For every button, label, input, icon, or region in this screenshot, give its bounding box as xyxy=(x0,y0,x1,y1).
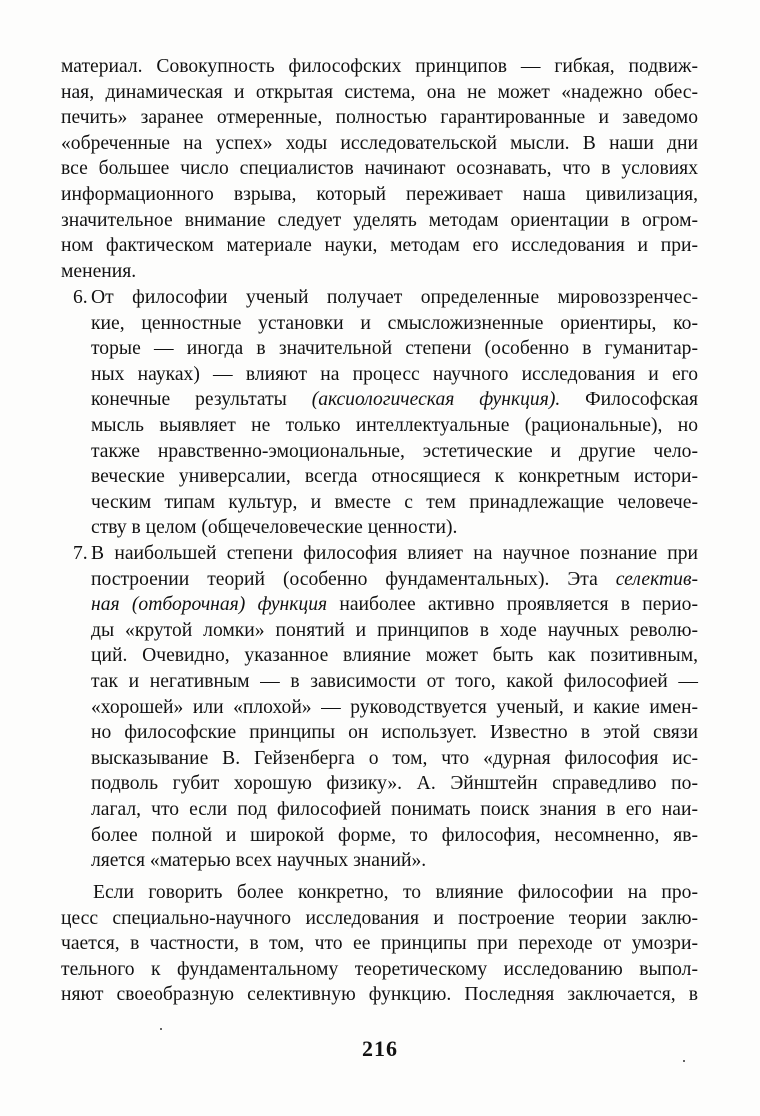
text-line: ном фактическом материале науки, методам его исследования и при- xyxy=(61,235,698,257)
text-line: торые — иногда в значительной степени (особенно в гуманитар- xyxy=(91,338,698,360)
text-line: более полной и широкой форме, то философия, несомненно, яв- xyxy=(91,824,698,846)
text-line: няют своеобразную селективную функцию. Последняя заключается, в xyxy=(61,984,698,1006)
text-line: ляется «матерью всех научных знаний». xyxy=(91,850,427,872)
text-line: печить» заранее отмеренные, полностью гарантированные и заведомо xyxy=(61,107,698,129)
text-line: высказывание В. Гейзенберга о том, что «дурная философия ис- xyxy=(91,747,698,769)
text-line: «хорошей» или «плохой» — руководствуется ученый, и какие имен- xyxy=(91,696,698,718)
text-line: материал. Совокупность философских принципов — гибкая, подвиж- xyxy=(61,56,698,77)
top-paragraph xyxy=(61,54,698,284)
text-run: наиболее активно проявляется в перио- xyxy=(327,594,698,616)
text-line: ческим типам культур, и вместе с тем принадлежащие человече- xyxy=(91,491,698,513)
text-line: ная, динамическая и открытая система, она не может «надежно обес- xyxy=(61,81,698,103)
text-line xyxy=(91,592,698,618)
text-run: построении теорий (особенно фундаментальных). Эта xyxy=(91,568,616,590)
text-line: кие, ценностные установки и смысложизненные ориентиры, ко- xyxy=(91,312,698,334)
text-line: Если говорить более конкретно, то влияние философии на про- xyxy=(93,882,698,903)
text-line: подволь губит хорошую физику». А. Эйнштейн справедливо по- xyxy=(91,773,698,795)
text-line: тельного к фундаментальному теоретическому исследованию выпол- xyxy=(61,958,698,980)
list-item-number: 7. xyxy=(73,543,88,564)
text-line: ций. Очевидно, указанное влияние может быть как позитивным, xyxy=(91,645,698,667)
text-line: но философские принципы он использует. Известно в этой связи xyxy=(91,722,698,744)
text-line: цесс специально-научного исследования и построение теории заклю- xyxy=(61,907,698,929)
text-line: все большее число специалистов начинают осознавать, что в условиях xyxy=(61,158,698,180)
list-item-7 xyxy=(61,541,698,874)
final-paragraph xyxy=(61,880,698,1008)
italic-term: селектив- xyxy=(615,568,698,590)
text-line: мысль выявляет не только интеллектуальные (рациональные), но xyxy=(91,414,698,436)
text-line: менения. xyxy=(61,260,137,282)
text-line: так и негативным — в зависимости от того, какой философией — xyxy=(91,670,698,692)
italic-term: ная (отборочная) функция xyxy=(91,594,328,616)
page-number: 216 xyxy=(362,1036,398,1061)
text-line: В наибольшей степени философия влияет на научное познание при xyxy=(91,543,698,564)
list-item-6 xyxy=(61,285,698,541)
text-run: Философская xyxy=(560,389,699,411)
text-line xyxy=(91,387,698,413)
text-line: значительное внимание следует уделять методам ориентации в огром- xyxy=(61,209,698,231)
text-line: От философии ученый получает определенные мировоззренчес- xyxy=(91,287,698,308)
text-line: лагал, что если под философией понимать поиск знания в его наи- xyxy=(91,798,698,820)
italic-term: (аксиологическая функция). xyxy=(311,389,561,411)
text-line: информационного взрыва, который переживает наша цивилизация, xyxy=(61,183,698,205)
list-item-number: 6. xyxy=(73,287,88,308)
text-line: ды «крутой ломки» понятий и принципов в ходе научных револю- xyxy=(91,619,698,641)
text-run: конечные результаты xyxy=(91,389,312,411)
scan-speck xyxy=(160,1028,162,1030)
text-line: чается, в частности, в том, что ее принципы при переходе от умозри- xyxy=(61,933,698,955)
text-line: ству в целом (общечеловеческие ценности). xyxy=(91,517,458,539)
text-line: веческие универсалии, всегда относящиеся к конкретным истори- xyxy=(91,466,698,488)
text-line: «обреченные на успех» ходы исследовательской мысли. В наши дни xyxy=(61,132,698,154)
text-line: также нравственно-эмоциональные, эстетические и другие чело- xyxy=(91,440,698,462)
text-line: ных науках) — влияют на процесс научного исследования и его xyxy=(91,363,698,385)
text-line xyxy=(91,567,698,593)
